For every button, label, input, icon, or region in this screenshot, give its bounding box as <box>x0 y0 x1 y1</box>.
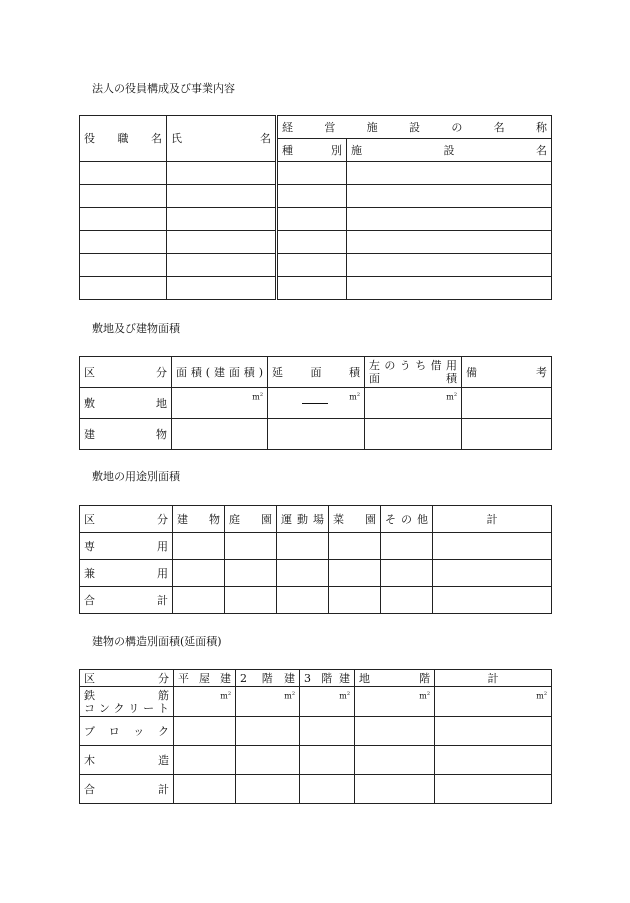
table-row <box>80 587 552 614</box>
table-row <box>80 746 552 775</box>
type-cell[interactable] <box>277 208 347 231</box>
total-cell[interactable] <box>433 587 552 614</box>
area-header: 面積(建面積) <box>172 357 268 388</box>
value-cell[interactable] <box>300 775 355 804</box>
total-header: 計 <box>433 506 552 533</box>
role-cell[interactable] <box>80 185 167 208</box>
row-label: 敷地 <box>80 388 172 419</box>
table-row <box>80 419 552 450</box>
division-header: 区分 <box>80 670 174 687</box>
value-cell[interactable] <box>236 746 300 775</box>
table-row <box>80 775 552 804</box>
division-header: 区分 <box>80 357 172 388</box>
type-cell[interactable] <box>277 162 347 185</box>
value-cell[interactable] <box>277 587 329 614</box>
table-row <box>80 560 552 587</box>
table-row <box>80 388 552 419</box>
value-cell[interactable] <box>174 746 236 775</box>
building-structure-table <box>79 669 552 804</box>
division-header: 区分 <box>80 506 173 533</box>
table-row <box>80 277 552 300</box>
floor-area-cell[interactable]: $m^2$ <box>268 388 365 419</box>
basement-header: 地 階 <box>355 670 435 687</box>
value-cell[interactable] <box>355 746 435 775</box>
value-cell[interactable] <box>277 533 329 560</box>
value-cell[interactable] <box>300 746 355 775</box>
table-row <box>80 717 552 746</box>
value-cell[interactable] <box>174 775 236 804</box>
role-cell[interactable] <box>80 231 167 254</box>
area-cell[interactable]: $m^2$ <box>172 388 268 419</box>
section-caption: 建物の構造別面積(延面積) <box>92 635 222 648</box>
table-row <box>80 254 552 277</box>
row-label <box>80 687 174 717</box>
role-cell[interactable] <box>80 277 167 300</box>
total-cell[interactable] <box>435 775 552 804</box>
facility-cell[interactable] <box>347 231 552 254</box>
borrowed-header-line2: 面積 <box>369 372 457 385</box>
row-label: 合計 <box>80 587 173 614</box>
value-cell[interactable] <box>329 533 381 560</box>
value-cell[interactable] <box>174 717 236 746</box>
type-cell[interactable] <box>277 231 347 254</box>
playground-header: 運動場 <box>277 506 329 533</box>
dash-line <box>302 403 328 404</box>
total-cell[interactable] <box>433 560 552 587</box>
type-header: 種別 <box>277 139 347 162</box>
area-cell[interactable] <box>172 419 268 450</box>
remarks-header: 備考 <box>462 357 552 388</box>
row-label: ブロック <box>80 717 174 746</box>
name-cell[interactable] <box>167 185 277 208</box>
table-row <box>80 533 552 560</box>
value-cell[interactable] <box>225 587 277 614</box>
other-header: その他 <box>381 506 433 533</box>
row-label-line2: コンクリート <box>84 701 169 715</box>
type-cell[interactable] <box>277 185 347 208</box>
row-label: 合計 <box>80 775 174 804</box>
facility-cell[interactable] <box>347 162 552 185</box>
three-story-header: 3 階建 <box>300 670 355 687</box>
site-building-area-table <box>79 356 552 450</box>
value-cell[interactable] <box>173 533 225 560</box>
total-header: 計 <box>435 670 552 687</box>
floor-area-cell[interactable] <box>268 419 365 450</box>
role-cell[interactable] <box>80 162 167 185</box>
table-row <box>80 687 552 717</box>
row-label: 兼用 <box>80 560 173 587</box>
building-header: 建物 <box>173 506 225 533</box>
value-cell[interactable] <box>236 717 300 746</box>
two-story-header: 2 階建 <box>236 670 300 687</box>
value-cell[interactable] <box>173 587 225 614</box>
value-cell[interactable] <box>355 717 435 746</box>
one-story-header: 平屋建 <box>174 670 236 687</box>
borrowed-header-line1: 左のうち借用 <box>369 359 457 372</box>
facility-name-title: 経営施設の名称 <box>277 116 552 139</box>
value-cell[interactable] <box>225 533 277 560</box>
section-caption: 敷地の用途別面積 <box>92 470 180 483</box>
row-label: 木造 <box>80 746 174 775</box>
table-row <box>80 208 552 231</box>
name-cell[interactable] <box>167 231 277 254</box>
name-cell[interactable] <box>167 162 277 185</box>
vegetable-garden-header: 菜園 <box>329 506 381 533</box>
officers-table <box>79 115 552 300</box>
table-row <box>80 162 552 185</box>
facility-cell[interactable] <box>347 208 552 231</box>
borrowed-cell[interactable] <box>365 419 462 450</box>
value-cell[interactable] <box>329 587 381 614</box>
name-cell[interactable] <box>167 277 277 300</box>
name-cell[interactable] <box>167 208 277 231</box>
total-cell[interactable] <box>433 533 552 560</box>
type-cell[interactable] <box>277 254 347 277</box>
remarks-cell[interactable] <box>462 388 552 419</box>
value-cell[interactable] <box>381 533 433 560</box>
table-row <box>80 231 552 254</box>
total-cell[interactable] <box>435 746 552 775</box>
value-cell[interactable] <box>329 560 381 587</box>
row-label-line1: 鉄筋 <box>84 688 169 702</box>
borrowed-cell[interactable]: $m^2$ <box>365 388 462 419</box>
value-cell[interactable]: $m^2$ <box>355 687 435 717</box>
borrowed-area-header <box>365 357 462 388</box>
site-usage-table <box>79 505 552 614</box>
role-cell[interactable] <box>80 208 167 231</box>
facility-cell[interactable] <box>347 254 552 277</box>
remarks-cell[interactable] <box>462 419 552 450</box>
row-label: 専用 <box>80 533 173 560</box>
facility-cell[interactable] <box>347 185 552 208</box>
value-cell[interactable]: $m^2$ <box>300 687 355 717</box>
value-cell[interactable] <box>277 560 329 587</box>
row-label: 建物 <box>80 419 172 450</box>
section-caption: 敷地及び建物面積 <box>92 322 180 335</box>
value-cell[interactable] <box>300 717 355 746</box>
type-cell[interactable] <box>277 277 347 300</box>
role-header: 役職名 <box>80 116 167 162</box>
floor-area-header: 延面積 <box>268 357 365 388</box>
value-cell[interactable] <box>225 560 277 587</box>
total-cell[interactable] <box>435 717 552 746</box>
facility-cell[interactable] <box>347 277 552 300</box>
role-cell[interactable] <box>80 254 167 277</box>
value-cell[interactable]: $m^2$ <box>236 687 300 717</box>
facility-header: 施設名 <box>347 139 552 162</box>
value-cell[interactable] <box>355 775 435 804</box>
value-cell[interactable]: $m^2$ <box>174 687 236 717</box>
value-cell[interactable] <box>381 560 433 587</box>
value-cell[interactable] <box>236 775 300 804</box>
name-cell[interactable] <box>167 254 277 277</box>
name-header: 氏名 <box>167 116 277 162</box>
section-caption: 法人の役員構成及び事業内容 <box>92 82 235 95</box>
total-cell[interactable]: $m^2$ <box>435 687 552 717</box>
value-cell[interactable] <box>381 587 433 614</box>
table-row <box>80 185 552 208</box>
value-cell[interactable] <box>173 560 225 587</box>
garden-header: 庭園 <box>225 506 277 533</box>
